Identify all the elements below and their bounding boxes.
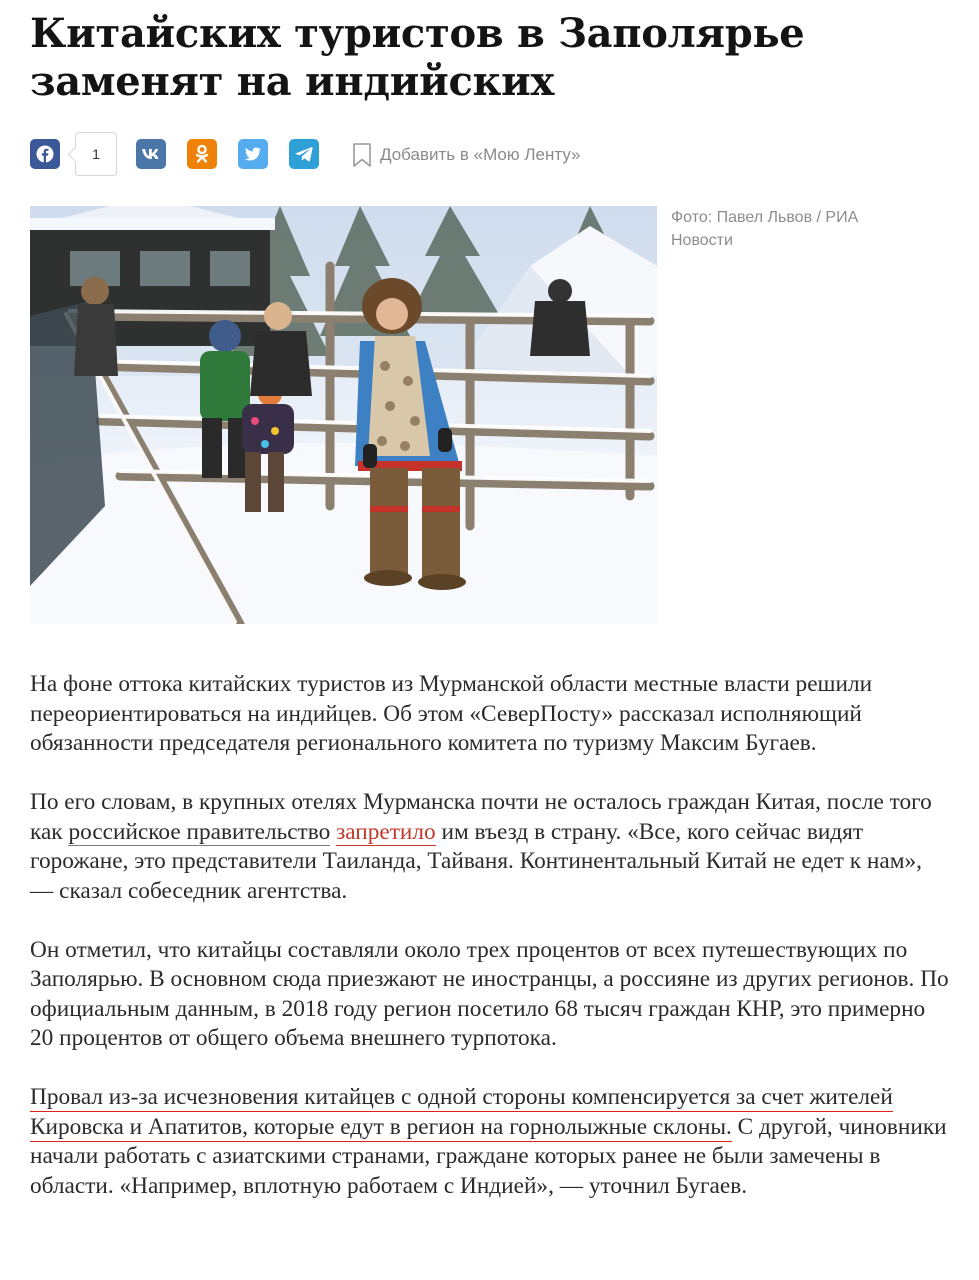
- bookmark-icon: [352, 143, 372, 167]
- article-title: Китайских туристов в Заполярье заменят на индийских: [30, 10, 805, 105]
- share-count: 1: [75, 132, 117, 176]
- facebook-icon: [36, 145, 54, 163]
- twitter-icon: [244, 146, 262, 162]
- paragraph-2-text-end: им въезд в страну. «Все, кого сейчас видят горожане, это представители Таиланда, Тайваня. Континентальный Китай не едет к нам», — сказал собеседник агентства.: [30, 818, 922, 904]
- highlighted-text: Провал из-за исчезновения китайцев с одной стороны компенсируется за счет жителей Кировска и Апатитов, которые едут в регион на горнолыжные склоны.: [30, 1084, 893, 1140]
- paragraph-4: [30, 1083, 950, 1201]
- twitter-share-button[interactable]: [238, 139, 268, 169]
- article-photo: [30, 206, 657, 624]
- paragraph-2-text-start: По его словам, в крупных отелях Мурманска почти не осталось граждан Китая, после того как: [30, 789, 932, 845]
- government-link[interactable]: российское правительство: [68, 818, 331, 845]
- paragraph-2: [30, 788, 950, 906]
- telegram-icon: [295, 146, 313, 162]
- ban-link[interactable]: запретило: [336, 818, 436, 845]
- paragraph-1-text: На фоне оттока китайских туристов из Мурманской области местные власти решили переориентироваться на индийцев. Об этом «СеверПосту» рассказал исполняющий обязанности председателя регионального комитета по туризму Максим Бугаев.: [30, 671, 873, 756]
- share-bar: [30, 132, 730, 176]
- photo-caption: Фото: Павел Львов / РИА Новости: [671, 209, 859, 249]
- facebook-share-button[interactable]: [30, 139, 60, 169]
- ok-share-button[interactable]: [187, 139, 217, 169]
- vk-icon: [141, 147, 161, 161]
- vk-share-button[interactable]: [136, 139, 166, 169]
- odnoklassniki-icon: [194, 144, 210, 164]
- article-body: [30, 670, 950, 1231]
- paragraph-3-text: Он отметил, что китайцы составляли около трех процентов от всех путешествующих по Заполярью. В основном сюда приезжают не иностранцы, а россияне из других регионов. По официальным данным, в 2018 году регион посетило 68 тысяч граждан КНР, это примерно 20 процентов от общего объема внешнего турпотока.: [30, 936, 949, 1051]
- paragraph-4-text-end: С другой, чиновники начали работать с азиатскими странами, граждане которых ранее не были замечены в области. «Например, вплотную работаем с Индией», — уточнил Бугаев.: [30, 1113, 947, 1199]
- paragraph-1: [30, 670, 950, 759]
- add-to-feed-label: Добавить в «Мою Ленту»: [380, 145, 581, 164]
- telegram-share-button[interactable]: [289, 139, 319, 169]
- add-to-feed-button[interactable]: [352, 142, 580, 168]
- paragraph-3: [30, 936, 950, 1054]
